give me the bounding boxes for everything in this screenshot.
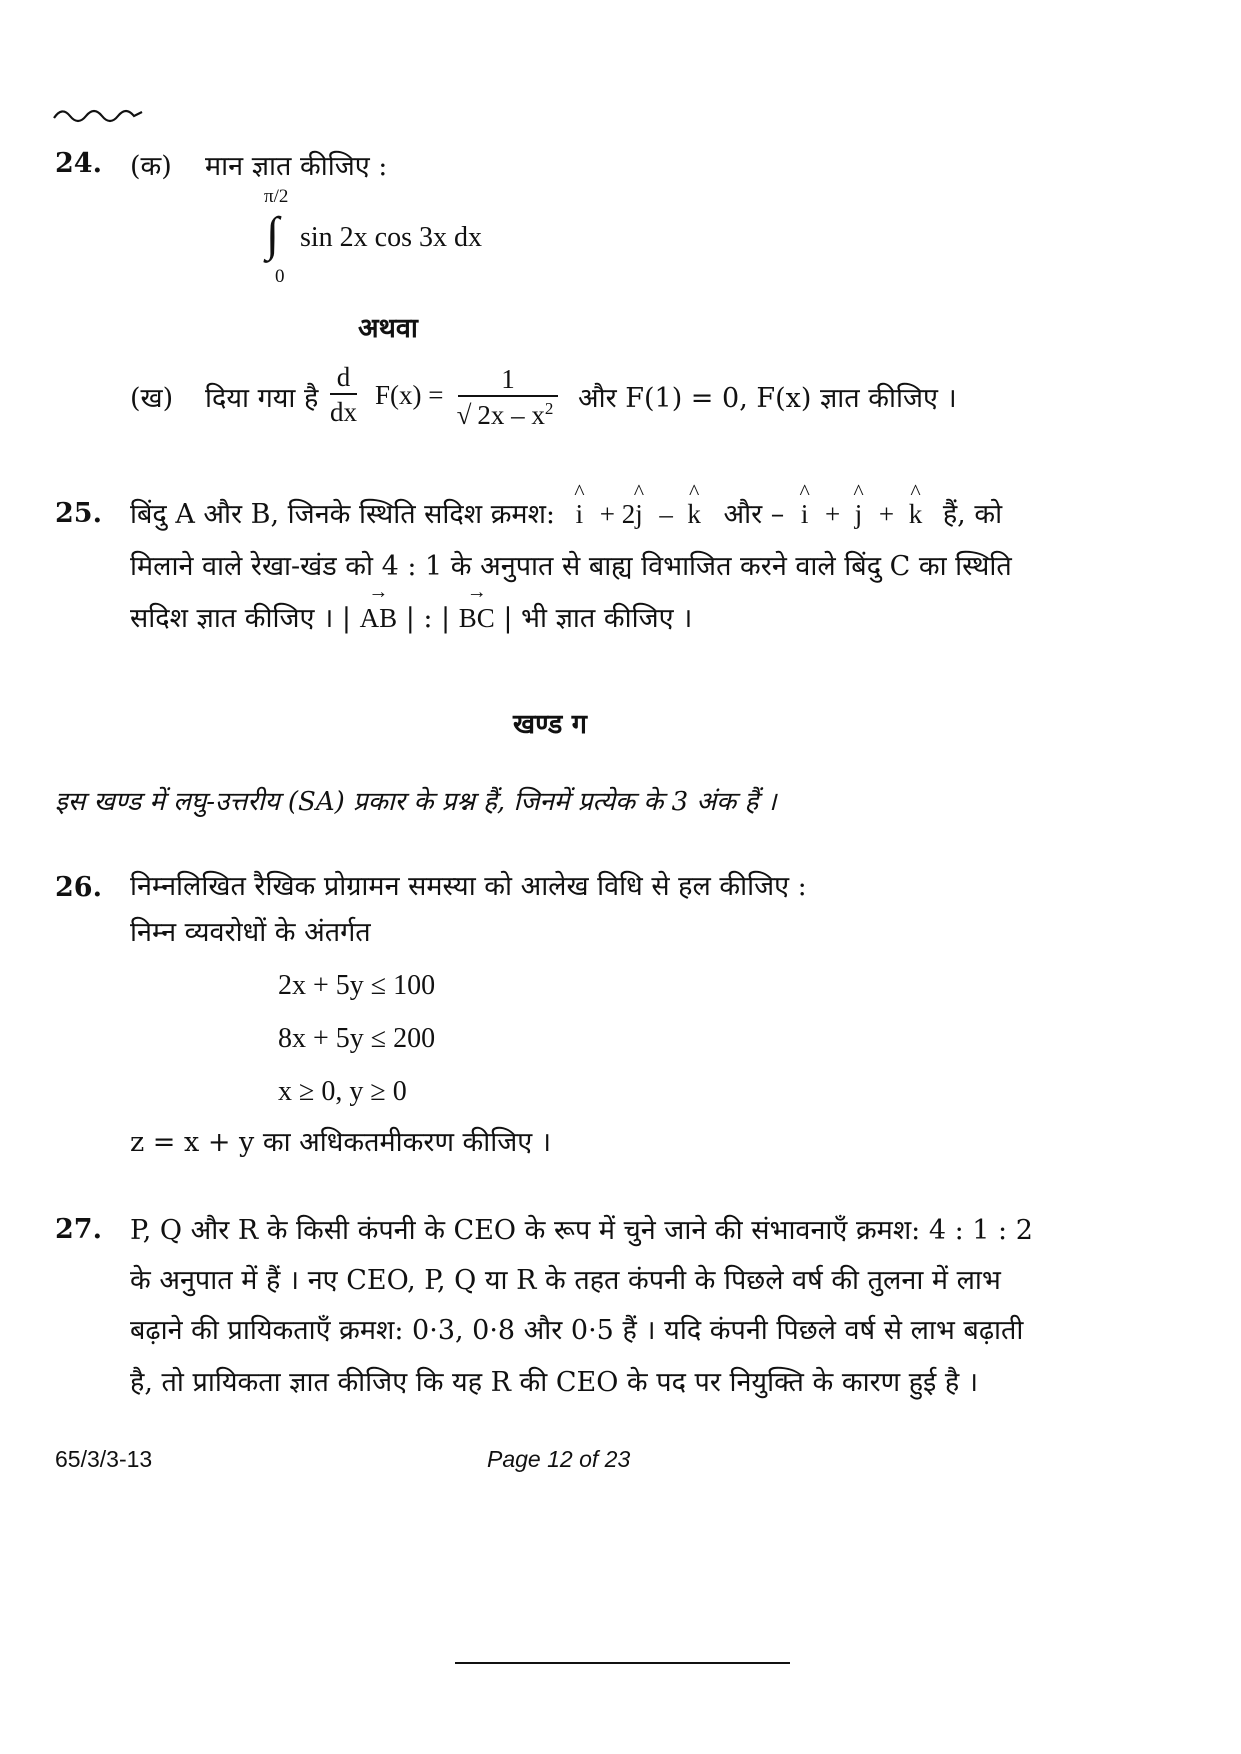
unit-vector-i-2: ^ i: [801, 499, 809, 530]
root-fraction: [458, 364, 558, 431]
question-24-number: 24.: [55, 148, 102, 179]
sqrt-sign: √: [456, 400, 472, 430]
constraint-2: 8x + 5y ≤ 200: [278, 1023, 436, 1054]
q25-line-3: सदिश ज्ञात कीजिए । | → AB | : | → BC | भी ज्ञात कीजिए ।: [130, 598, 692, 635]
wave-decoration: [52, 104, 144, 126]
integral-upper-limit: π/2: [264, 186, 289, 207]
section-note: इस खण्ड में लघु-उत्तरीय (SA) प्रकार के प्रश्न हैं, जिनमें प्रत्येक के 3 अंक हैं ।: [55, 787, 777, 817]
root-fraction-numerator: 1: [501, 364, 515, 394]
q24-part-b-label: (ख): [130, 383, 174, 414]
footer-rule: [455, 1662, 790, 1664]
q26-line-1: निम्नलिखित रैखिक प्रोग्रामन समस्या को आलेख विधि से हल कीजिए :: [130, 871, 807, 902]
unit-vector-k-2: ^ k: [909, 499, 923, 530]
q27-line-1: P, Q और R के किसी कंपनी के CEO के रूप में चुने जाने की संभावनाएँ क्रमश: 4 : 1 : 2: [130, 1215, 1033, 1246]
vector-ab: → AB: [360, 603, 398, 634]
footer-page-number: Page 12 of 23: [487, 1446, 631, 1472]
q24-part-b-rest: और F(1) = 0, F(x) ज्ञात कीजिए ।: [578, 383, 957, 414]
constraint-3: x ≥ 0, y ≥ 0: [278, 1076, 407, 1107]
derivative-numerator: d: [336, 362, 351, 392]
unit-vector-j-2: ^ j: [855, 499, 863, 530]
unit-vector-i: ^ i: [576, 499, 584, 530]
q26-line-2: निम्न व्यवरोधों के अंतर्गत: [130, 917, 371, 948]
q24-part-a-text: मान ज्ञात कीजिए :: [205, 151, 388, 182]
question-27-number: 27.: [55, 1214, 102, 1245]
vector-bc: → BC: [459, 603, 495, 634]
root-fraction-denominator: √ $2x - x^2$: [458, 395, 558, 431]
integral-lower-limit: 0: [275, 266, 285, 287]
section-title: खण्ड ग: [513, 709, 587, 740]
derivative-denominator: dx: [330, 393, 357, 428]
constraint-1: 2x + 5y ≤ 100: [278, 970, 436, 1001]
q27-line-3: बढ़ाने की प्रायिकताएँ क्रमश: 0·3, 0·8 और 0·5 हैं । यदि कंपनी पिछले वर्ष से लाभ बढ़ाती: [130, 1315, 1024, 1346]
unit-vector-j: ^ j: [635, 499, 643, 530]
q24-part-b-given: दिया गया है: [205, 383, 319, 414]
or-separator: अथवा: [358, 313, 418, 344]
f-of-x-equals: F(x) =: [375, 380, 444, 410]
q27-line-4: है, तो प्रायिकता ज्ञात कीजिए कि यह R की CEO के पद पर नियुक्ति के कारण हुई है ।: [130, 1367, 979, 1398]
q27-line-2: के अनुपात में हैं । नए CEO, P, Q या R के तहत कंपनी के पिछले वर्ष की तुलना में लाभ: [130, 1265, 1001, 1296]
q26-objective: z = x + y का अधिकतमीकरण कीजिए ।: [130, 1127, 552, 1158]
question-25-number: 25.: [55, 498, 102, 529]
unit-vector-k: ^ k: [687, 499, 701, 530]
q25-line-1: बिंदु A और B, जिनके स्थिति सदिश क्रमश: ^ i + 2^ j – ^ k और – ^ i + ^ j + ^ k हैं, को: [130, 494, 1002, 531]
integrand: sin 2x cos 3x dx: [300, 222, 482, 253]
q25-line-2: मिलाने वाले रेखा-खंड को 4 : 1 के अनुपात से बाह्य विभाजित करने वाले बिंदु C का स्थिति: [130, 551, 1012, 582]
question-26-number: 26.: [55, 872, 102, 903]
footer-paper-code: 65/3/3-13: [55, 1446, 153, 1472]
derivative-fraction: [330, 362, 357, 428]
q24-part-a-label: (क): [130, 151, 172, 182]
integral-sign: ∫: [266, 208, 280, 261]
